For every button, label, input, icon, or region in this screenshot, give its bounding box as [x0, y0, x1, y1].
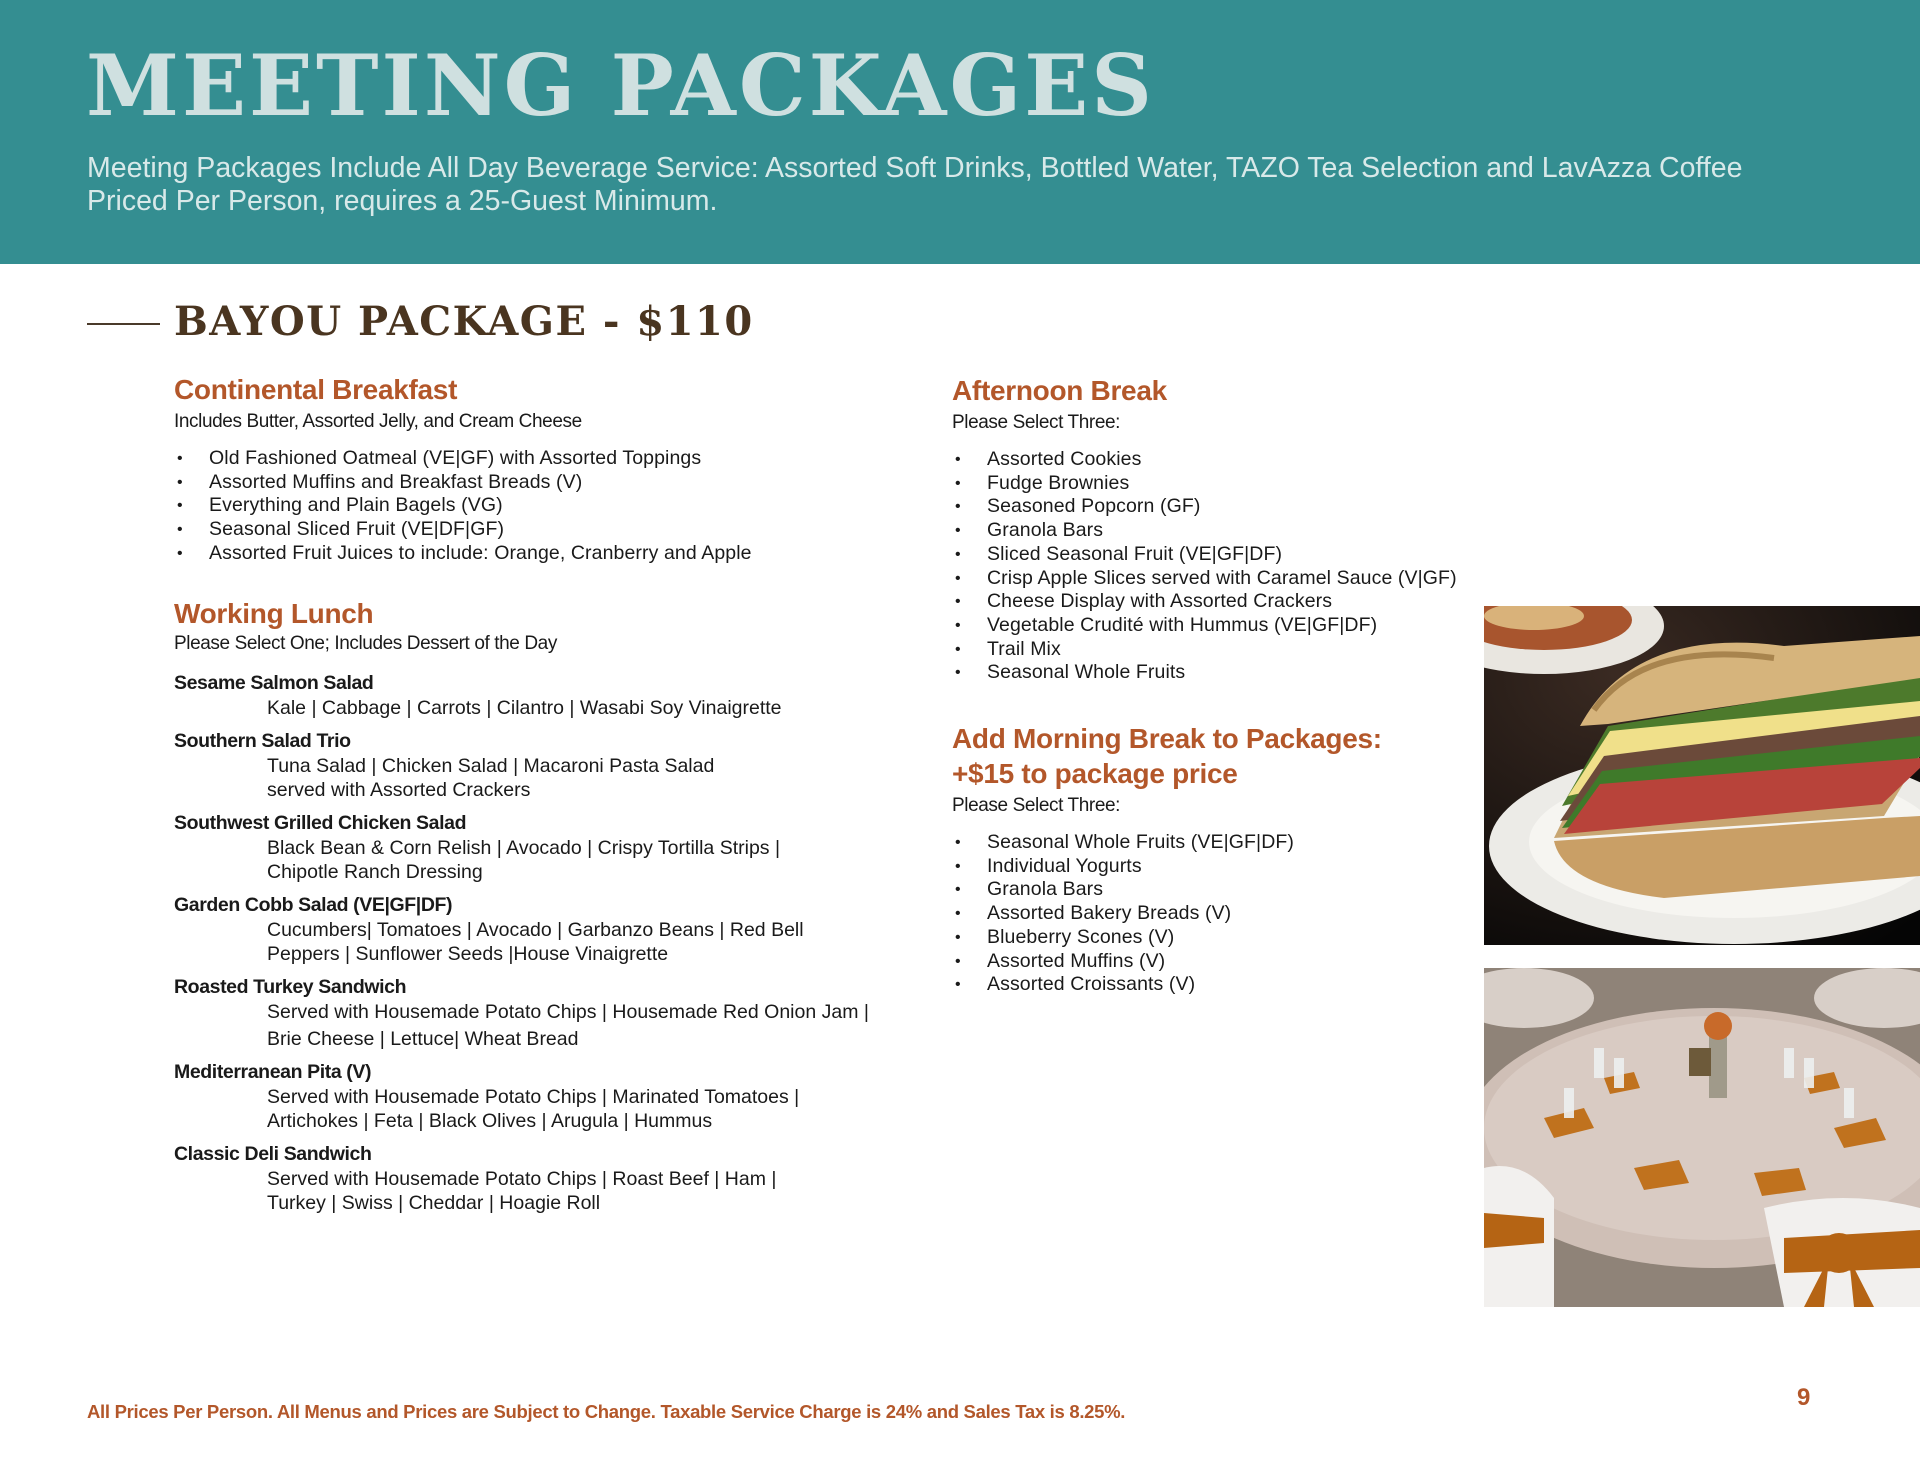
page-number: 9	[1797, 1384, 1811, 1411]
bullet-icon: •	[955, 474, 961, 492]
bullet-icon: •	[955, 857, 961, 875]
list-item: • Assorted Bakery Breads (V)	[955, 902, 1232, 925]
bullet-icon: •	[955, 593, 961, 611]
bullet-icon: •	[955, 881, 961, 899]
list-item: • Granola Bars	[955, 519, 1104, 542]
lunch-item-desc: Cucumbers| Tomatoes | Avocado | Garbanzo Beans | Red Bell	[267, 918, 804, 941]
bullet-icon: •	[955, 616, 961, 634]
bullet-icon: •	[955, 569, 961, 587]
lunch-item-name: Mediterranean Pita (V)	[174, 1060, 372, 1083]
list-item: • Blueberry Scones (V)	[955, 925, 1175, 948]
bullet-icon: •	[955, 834, 961, 852]
bullet-icon: •	[955, 498, 961, 516]
lunch-item-desc: Kale | Cabbage | Carrots | Cilantro | Wasabi Soy Vinaigrette	[267, 696, 782, 719]
list-item: • Seasonal Whole Fruits (VE|GF|DF)	[955, 831, 1294, 854]
section-note: Please Select Three:	[952, 412, 1121, 433]
lunch-item	[174, 1142, 934, 1215]
lunch-item-name: Southern Salad Trio	[174, 729, 351, 752]
list-item: • Sliced Seasonal Fruit (VE|GF|DF)	[955, 542, 1283, 565]
bullet-icon: •	[955, 664, 961, 682]
header-subtitle-line-2: Priced Per Person, requires a 25-Guest Minimum.	[87, 185, 718, 217]
list-item: • Fudge Brownies	[955, 471, 1130, 494]
section-note: Please Select One; Includes Dessert of the Day	[174, 632, 557, 654]
lunch-item	[174, 671, 934, 720]
list-item: • Everything and Plain Bagels (VG)	[177, 494, 503, 517]
lunch-item-name: Sesame Salmon Salad	[174, 671, 374, 694]
continental-list	[174, 447, 934, 566]
afternoon-break-section	[952, 373, 1492, 685]
lunch-item	[174, 1060, 934, 1133]
section-heading-line-1: Add Morning Break to Packages:	[952, 723, 1382, 755]
lunch-item-desc: served with Assorted Crackers	[267, 778, 531, 801]
lunch-item-desc: Chipotle Ranch Dressing	[267, 860, 483, 883]
section-heading: Working Lunch	[174, 597, 374, 629]
header-banner	[0, 0, 1920, 264]
bullet-icon: •	[955, 451, 961, 468]
lunch-item-desc: Tuna Salad | Chicken Salad | Macaroni Pasta Salad	[267, 754, 715, 777]
morning-break-section	[952, 721, 1492, 997]
bullet-icon: •	[177, 473, 183, 491]
left-column	[174, 372, 934, 1215]
bullet-icon: •	[955, 976, 961, 994]
list-item: • Individual Yogurts	[955, 854, 1142, 877]
section-heading: Afternoon Break	[952, 375, 1167, 406]
bullet-icon: •	[177, 521, 183, 539]
lunch-item-desc: Served with Housemade Potato Chips | Housemade Red Onion Jam |	[267, 1000, 869, 1023]
bullet-icon: •	[177, 450, 183, 467]
bullet-icon: •	[955, 952, 961, 970]
lunch-item-desc: Artichokes | Feta | Black Olives | Arugula | Hummus	[267, 1109, 713, 1132]
list-item: • Assorted Croissants (V)	[955, 973, 1196, 996]
lunch-item-desc: Black Bean & Corn Relish | Avocado | Crispy Tortilla Strips |	[267, 836, 781, 859]
lunch-item-desc: Brie Cheese | Lettuce| Wheat Bread	[267, 1027, 579, 1050]
title-divider	[87, 323, 160, 325]
list-item: • Cheese Display with Assorted Crackers	[955, 590, 1333, 613]
lunch-item	[174, 893, 934, 966]
bullet-icon: •	[955, 640, 961, 658]
list-item: • Seasonal Sliced Fruit (VE|DF|GF)	[177, 518, 505, 541]
list-item: • Assorted Fruit Juices to include: Orange, Cranberry and Apple	[177, 541, 752, 564]
lunch-item-desc: Served with Housemade Potato Chips | Roast Beef | Ham |	[267, 1167, 777, 1190]
lunch-item-name: Southwest Grilled Chicken Salad	[174, 811, 467, 834]
lunch-item	[174, 975, 934, 1051]
header-subtitle-line-1: Meeting Packages Include All Day Beverage Service: Assorted Soft Drinks, Bottled Water, TAZO Tea Selection and LavAzza Coffee	[87, 152, 1743, 184]
working-lunch-section	[174, 596, 934, 1215]
sandwich-photo	[1484, 606, 1920, 945]
list-item: • Crisp Apple Slices served with Caramel Sauce (V|GF)	[955, 566, 1457, 589]
list-item: • Old Fashioned Oatmeal (VE|GF) with Assorted Toppings	[177, 447, 702, 469]
lunch-item-name: Classic Deli Sandwich	[174, 1142, 372, 1165]
section-heading: Continental Breakfast	[174, 374, 458, 405]
lunch-item-name: Roasted Turkey Sandwich	[174, 975, 407, 998]
section-heading-line-2: +$15 to package price	[952, 758, 1238, 790]
bullet-icon: •	[955, 928, 961, 946]
list-item: • Assorted Muffins and Breakfast Breads (V)	[177, 470, 583, 493]
list-item: • Granola Bars	[955, 878, 1104, 901]
list-item: • Trail Mix	[955, 637, 1061, 660]
lunch-item-desc: Turkey | Swiss | Cheddar | Hoagie Roll	[267, 1191, 601, 1214]
right-column	[952, 373, 1492, 997]
header-subtitle	[87, 152, 1742, 218]
page-title: MEETING PACKAGES	[86, 36, 1155, 135]
list-item: • Assorted Cookies	[955, 448, 1142, 470]
list-item: • Seasonal Whole Fruits	[955, 661, 1186, 684]
continental-breakfast-section	[174, 372, 934, 566]
banquet-table-photo	[1484, 968, 1920, 1307]
bullet-icon: •	[177, 497, 183, 515]
section-note: Includes Butter, Assorted Jelly, and Cream Cheese	[174, 411, 582, 432]
list-item: • Assorted Muffins (V)	[955, 949, 1166, 972]
list-item: • Seasoned Popcorn (GF)	[955, 495, 1201, 518]
footer-disclaimer: All Prices Per Person. All Menus and Prices are Subject to Change. Taxable Service Charge is 24% and Sales Tax is 8.25%.	[87, 1401, 1126, 1422]
package-title: BAYOU PACKAGE - $110	[174, 298, 754, 345]
afternoon-list	[952, 448, 1492, 685]
morning-list	[952, 831, 1492, 997]
lunch-item-desc: Peppers | Sunflower Seeds |House Vinaigrette	[267, 942, 669, 965]
list-item: • Vegetable Crudité with Hummus (VE|GF|DF)	[955, 613, 1378, 636]
lunch-item	[174, 729, 934, 802]
bullet-icon: •	[177, 544, 183, 562]
bullet-icon: •	[955, 545, 961, 563]
bullet-icon: •	[955, 522, 961, 540]
section-note: Please Select Three:	[952, 795, 1121, 817]
lunch-item-name: Garden Cobb Salad (VE|GF|DF)	[174, 893, 453, 916]
bullet-icon: •	[955, 905, 961, 923]
lunch-item-desc: Served with Housemade Potato Chips | Marinated Tomatoes |	[267, 1085, 800, 1108]
lunch-item	[174, 811, 934, 884]
